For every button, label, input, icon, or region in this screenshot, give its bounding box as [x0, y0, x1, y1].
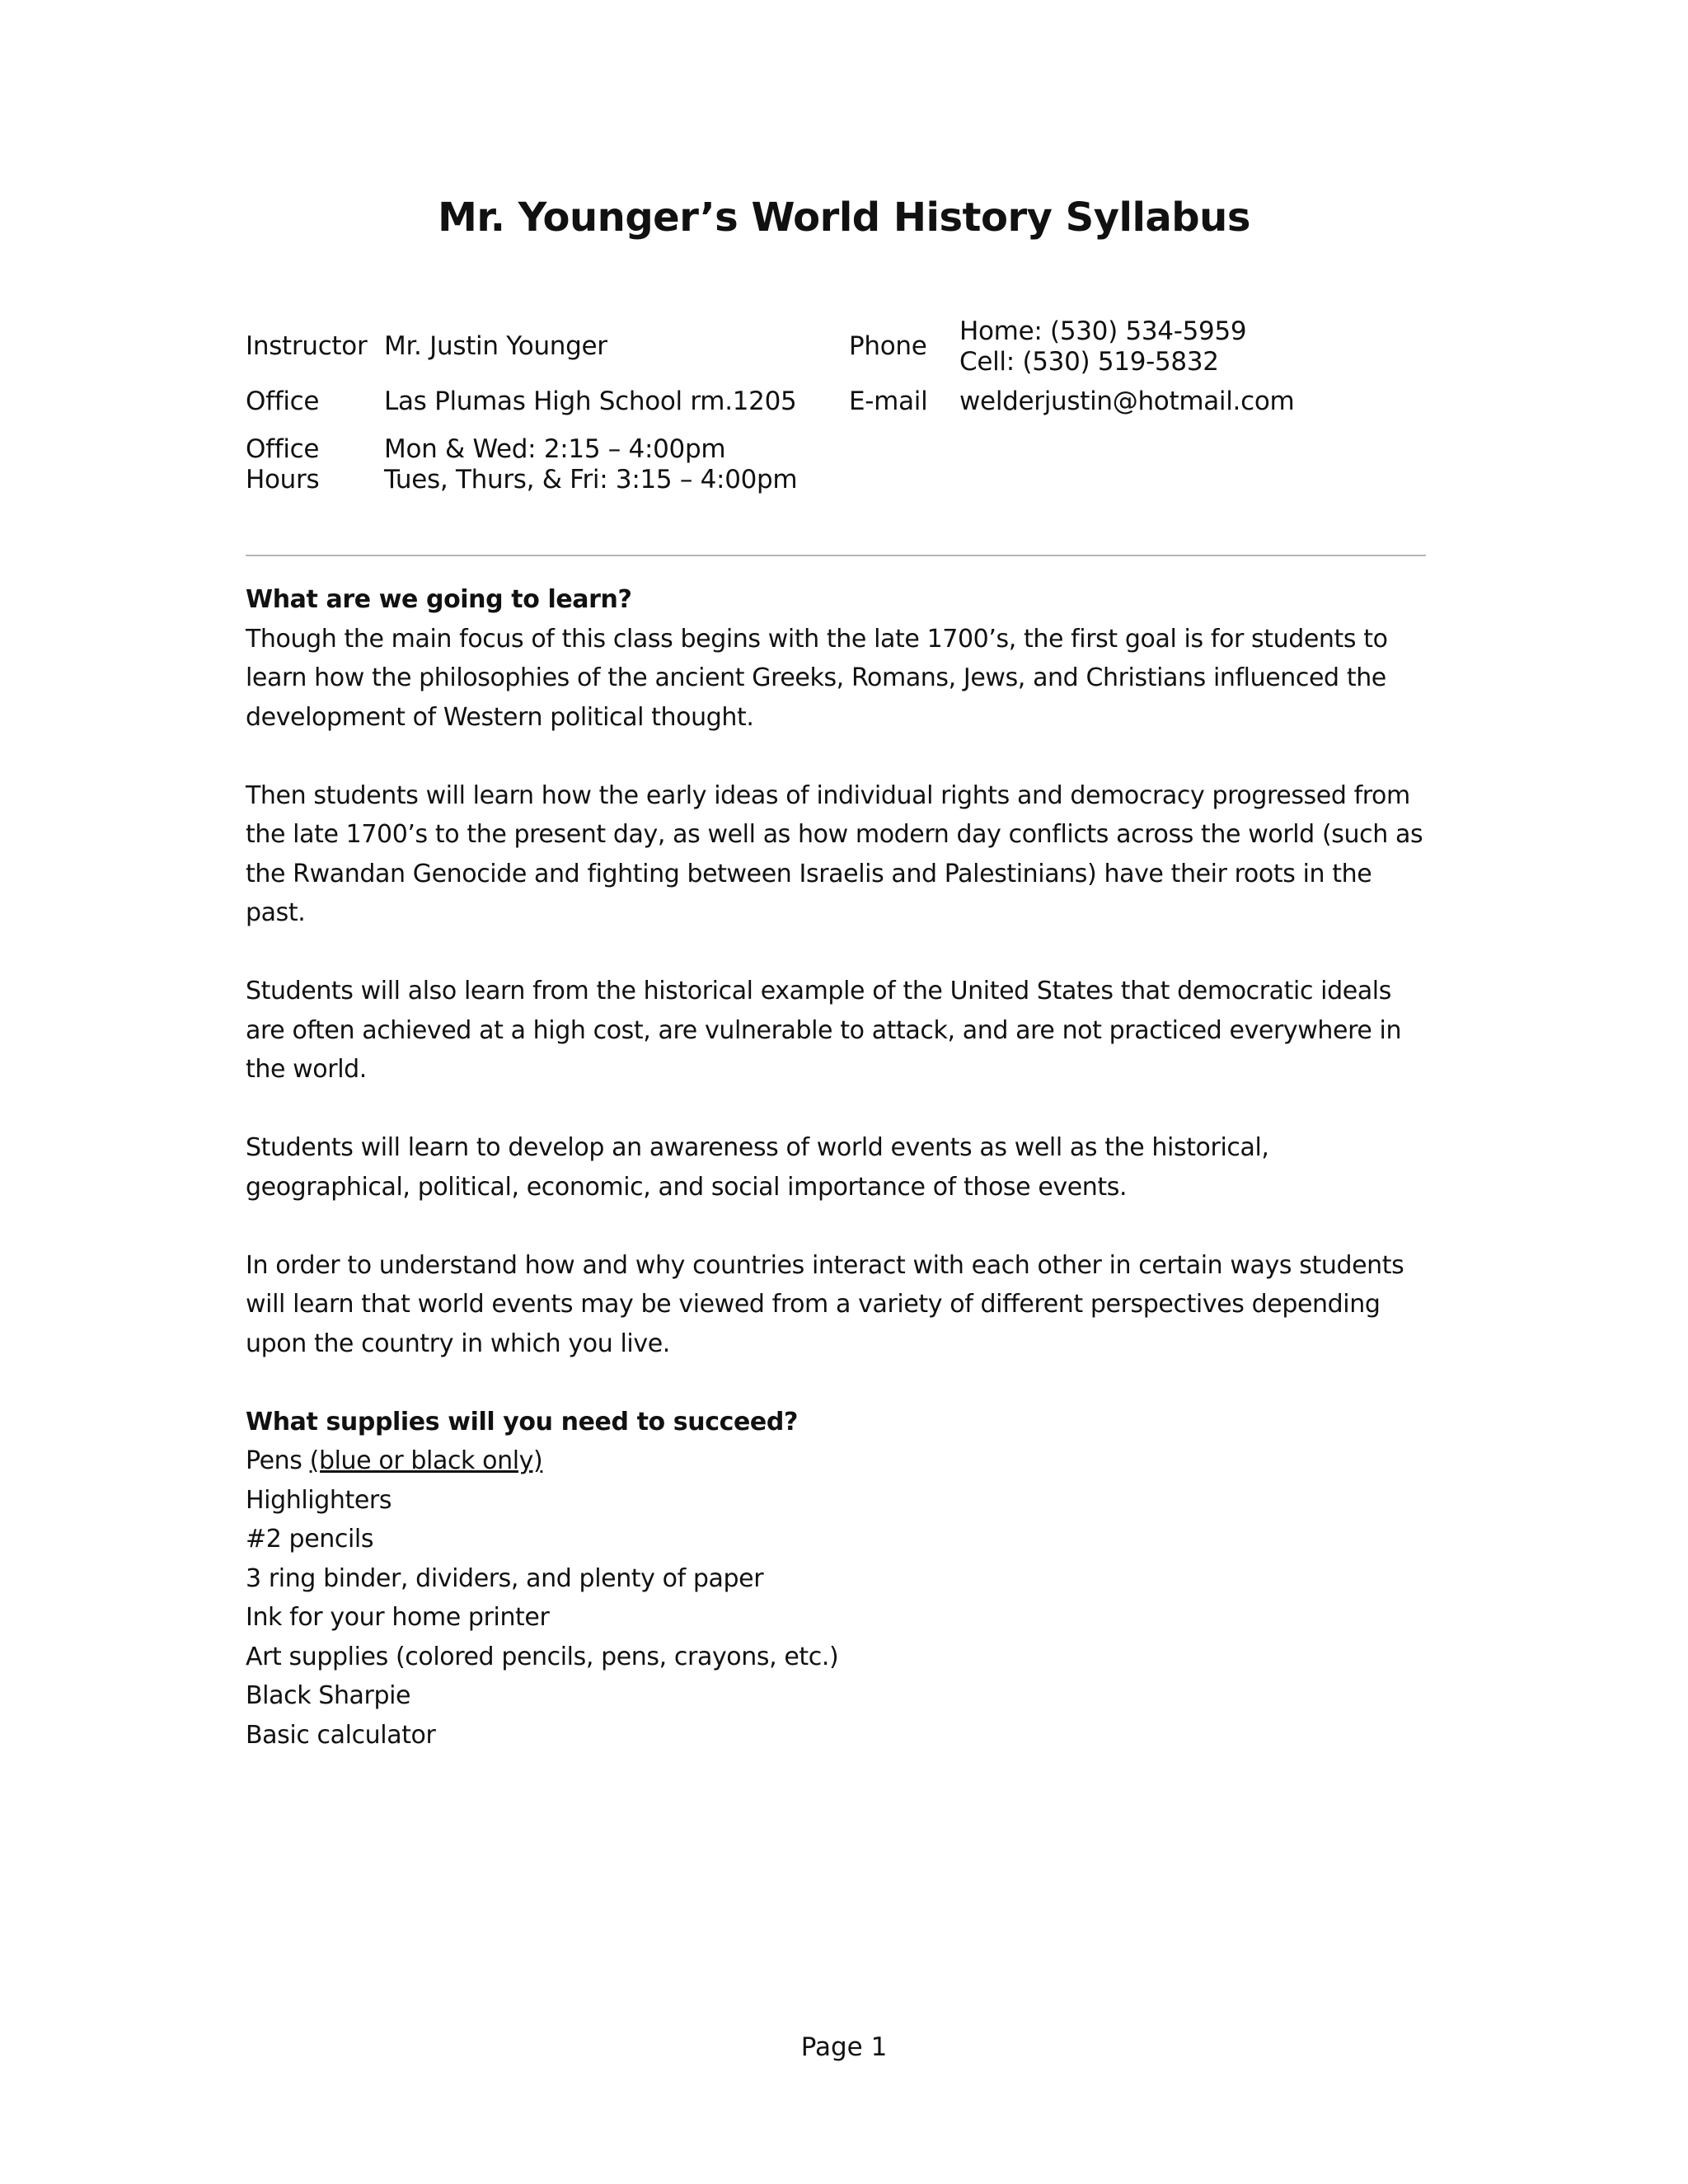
learn-paragraph: Though the main focus of this class begins with the late 1700’s, the first goal is for students to learn how the philosophies of the ancient Greeks, Romans, Jews, and Christians influenced the development of Western political thought.	[246, 624, 1388, 732]
instructor-value: Mr. Justin Younger	[384, 331, 607, 361]
learn-paragraph: In order to understand how and why countries interact with each other in certain ways students will learn that world events may be viewed from a variety of different perspectives depending upon the country in which you live.	[246, 1250, 1404, 1358]
supply-item: Basic calculator	[246, 1720, 436, 1750]
office-hours-label-line1: Office	[246, 434, 320, 464]
phone-cell: Cell: (530) 519-5832	[959, 347, 1219, 377]
supply-item: Highlighters	[246, 1485, 392, 1515]
supply-pens-label: Pens	[246, 1446, 302, 1475]
supply-item: #2 pencils	[246, 1525, 374, 1554]
supplies-heading: What supplies will you need to succeed?	[246, 1407, 798, 1436]
phone-label: Phone	[849, 331, 927, 361]
supply-item: 3 ring binder, dividers, and plenty of paper	[246, 1563, 764, 1593]
syllabus-content	[246, 580, 1432, 1755]
office-hours-line1: Mon & Wed: 2:15 – 4:00pm	[384, 434, 726, 464]
instructor-label: Instructor	[246, 331, 368, 361]
office-value: Las Plumas High School rm.1205	[384, 387, 797, 416]
page-number: Page 1	[800, 2032, 888, 2062]
page-title: Mr. Younger’s World History Syllabus	[438, 194, 1250, 241]
supply-item-pens	[246, 1441, 1432, 1481]
email-label: E-mail	[849, 387, 928, 416]
phone-home: Home: (530) 534-5959	[959, 316, 1247, 346]
office-hours-label-line2: Hours	[246, 465, 320, 494]
learn-paragraph: Students will learn to develop an awareness of world events as well as the historical, geographical, political, economic, and social importance of those events.	[246, 1133, 1269, 1202]
supply-item: Art supplies (colored pencils, pens, crayons, etc.)	[246, 1642, 839, 1671]
learn-paragraph: Students will also learn from the historical example of the United States that democratic ideals are often achieved at a high cost, are vulnerable to attack, and are not practiced everywhere in the world.	[246, 977, 1402, 1084]
email-value: welderjustin@hotmail.com	[959, 387, 1295, 416]
supplies-list	[246, 1441, 1432, 1755]
supply-item: Ink for your home printer	[246, 1603, 550, 1632]
office-hours-line2: Tues, Thurs, & Fri: 3:15 – 4:00pm	[384, 465, 798, 494]
supply-item: Black Sharpie	[246, 1681, 411, 1710]
learn-heading: What are we going to learn?	[246, 585, 632, 614]
learn-paragraph: Then students will learn how the early ideas of individual rights and democracy progressed from the late 1700’s to the present day, as well as how modern day conflicts across the world (such as the Rwandan Genocide and fighting between Israelis and Palestinians) have their roots in the past.	[246, 780, 1423, 927]
section-divider	[246, 555, 1426, 556]
supply-pens-note: (blue or black only)	[309, 1446, 543, 1475]
office-label: Office	[246, 387, 320, 416]
